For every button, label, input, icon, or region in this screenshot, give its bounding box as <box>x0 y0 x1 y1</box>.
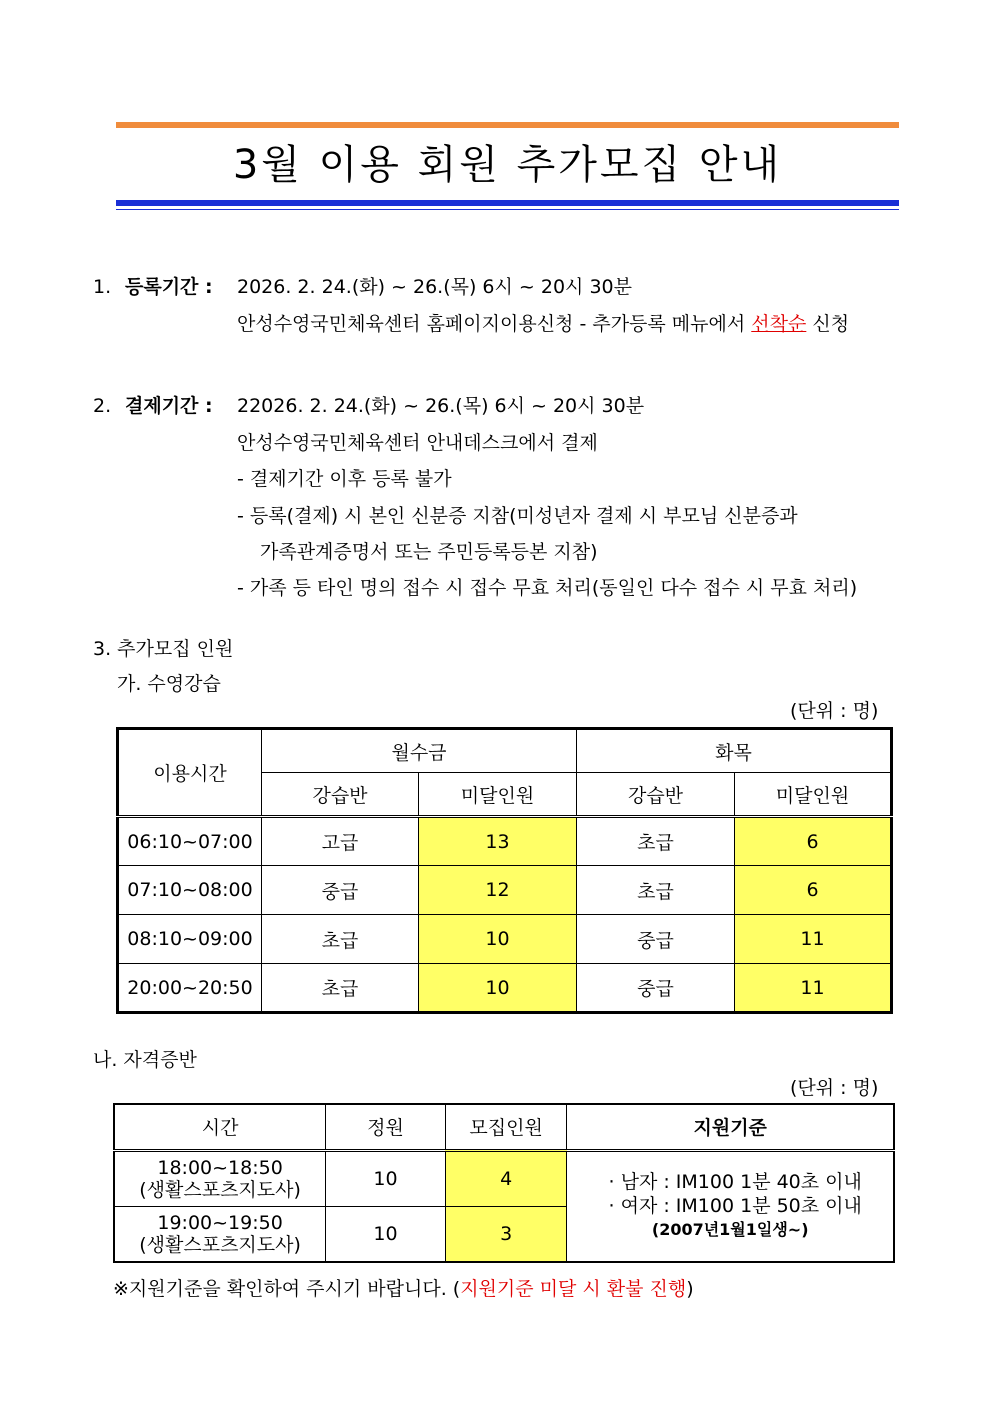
vacancy-cell: 6 <box>735 817 892 866</box>
time-range: 19:00~19:50 <box>157 1211 283 1234</box>
criteria-female: · 여자 : IM100 1분 50초 이내 <box>608 1195 862 1218</box>
time-cell <box>114 1150 326 1206</box>
vacancy-cell: 10 <box>419 915 577 964</box>
section1-method-tail: 신청 <box>806 313 850 335</box>
class-cell: 중급 <box>577 915 735 964</box>
time-range: 18:00~18:50 <box>157 1156 283 1179</box>
footnote-refund-warning: 지원기준 미달 시 환불 진행 <box>460 1278 687 1300</box>
header-mwf: 월수금 <box>262 729 577 773</box>
swim-class-table <box>116 727 893 1014</box>
vacancy-cell: 10 <box>419 964 577 1013</box>
section2-note2b: 가족관계증명서 또는 주민등록등본 지참) <box>260 541 598 563</box>
class-cell: 고급 <box>262 817 419 866</box>
class-cell: 중급 <box>262 866 419 915</box>
class-cell: 중급 <box>577 964 735 1013</box>
table-row <box>118 866 892 915</box>
title-bottom-bar <box>116 200 899 206</box>
header-class-2: 강습반 <box>577 773 735 817</box>
header-criteria: 지원기준 <box>567 1104 894 1150</box>
footnote <box>113 1276 694 1302</box>
section1-method-text: 안성수영국민체육센터 홈페이지이용신청 - 추가등록 메뉴에서 <box>237 313 752 335</box>
class-cell: 초급 <box>262 915 419 964</box>
title-top-bar <box>116 122 899 128</box>
section3-sub-b: 나. 자격증반 <box>93 1049 197 1071</box>
class-cell: 초급 <box>577 817 735 866</box>
section1-method <box>237 311 849 337</box>
unit-label-a: (단위 : 명) <box>790 700 879 722</box>
criteria-cell <box>567 1150 894 1262</box>
header-recruit: 모집인원 <box>445 1104 567 1150</box>
header-capacity: 정원 <box>326 1104 446 1150</box>
section2-note3: - 가족 등 타인 명의 접수 시 접수 무효 처리(동일인 다수 접수 시 무효 처리) <box>237 577 858 599</box>
header-tt: 화목 <box>577 729 892 773</box>
criteria-birth-note: (2007년1월1일생~) <box>651 1220 809 1240</box>
section2-num: 2. <box>93 395 112 417</box>
time-cell <box>114 1206 326 1262</box>
cert-type: (생활스포츠지도사) <box>139 1178 301 1201</box>
vacancy-cell: 11 <box>735 964 892 1013</box>
title-bottom-line <box>116 209 899 210</box>
recruit-cell: 4 <box>445 1150 567 1206</box>
table-row <box>118 915 892 964</box>
section1-period: 2026. 2. 24.(화) ~ 26.(목) 6시 ~ 20시 30분 <box>237 276 632 298</box>
table-row <box>118 964 892 1013</box>
cert-type: (생활스포츠지도사) <box>139 1233 301 1256</box>
section2-note1: - 결제기간 이후 등록 불가 <box>237 468 452 490</box>
header-vacancy-2: 미달인원 <box>735 773 892 817</box>
unit-label-b: (단위 : 명) <box>790 1077 879 1099</box>
section2-period: 22026. 2. 24.(화) ~ 26.(목) 6시 ~ 20시 30분 <box>237 395 645 417</box>
first-come-emphasis: 선착순 <box>751 313 807 335</box>
header-time: 이용시간 <box>118 729 262 817</box>
capacity-cell: 10 <box>326 1150 446 1206</box>
section1-num: 1. <box>93 276 112 298</box>
section3-sub-a: 가. 수영강습 <box>117 673 221 695</box>
certificate-class-table <box>113 1103 895 1263</box>
section2-note2a: - 등록(결제) 시 본인 신분증 지참(미성년자 결제 시 부모님 신분증과 <box>237 505 798 527</box>
time-cell: 06:10~07:00 <box>118 817 262 866</box>
table-row <box>114 1150 894 1206</box>
vacancy-cell: 6 <box>735 866 892 915</box>
time-cell: 07:10~08:00 <box>118 866 262 915</box>
vacancy-cell: 13 <box>419 817 577 866</box>
recruit-cell: 3 <box>445 1206 567 1262</box>
time-cell: 08:10~09:00 <box>118 915 262 964</box>
page-title: 3월 이용 회원 추가모집 안내 <box>232 142 783 188</box>
header-vacancy-1: 미달인원 <box>419 773 577 817</box>
header-time: 시간 <box>114 1104 326 1150</box>
class-cell: 초급 <box>577 866 735 915</box>
class-cell: 초급 <box>262 964 419 1013</box>
footnote-text: ※지원기준을 확인하여 주시기 바랍니다. ( <box>113 1278 461 1300</box>
criteria-male: · 남자 : IM100 1분 40초 이내 <box>608 1171 862 1194</box>
vacancy-cell: 12 <box>419 866 577 915</box>
vacancy-cell: 11 <box>735 915 892 964</box>
capacity-cell: 10 <box>326 1206 446 1262</box>
section1-label: 등록기간 : <box>125 276 213 298</box>
table-row <box>118 817 892 866</box>
section3-heading: 3. 추가모집 인원 <box>93 638 234 660</box>
header-class-1: 강습반 <box>262 773 419 817</box>
time-cell: 20:00~20:50 <box>118 964 262 1013</box>
section2-place: 안성수영국민체육센터 안내데스크에서 결제 <box>237 432 598 454</box>
section2-label: 결제기간 : <box>125 395 213 417</box>
footnote-close: ) <box>686 1278 694 1300</box>
